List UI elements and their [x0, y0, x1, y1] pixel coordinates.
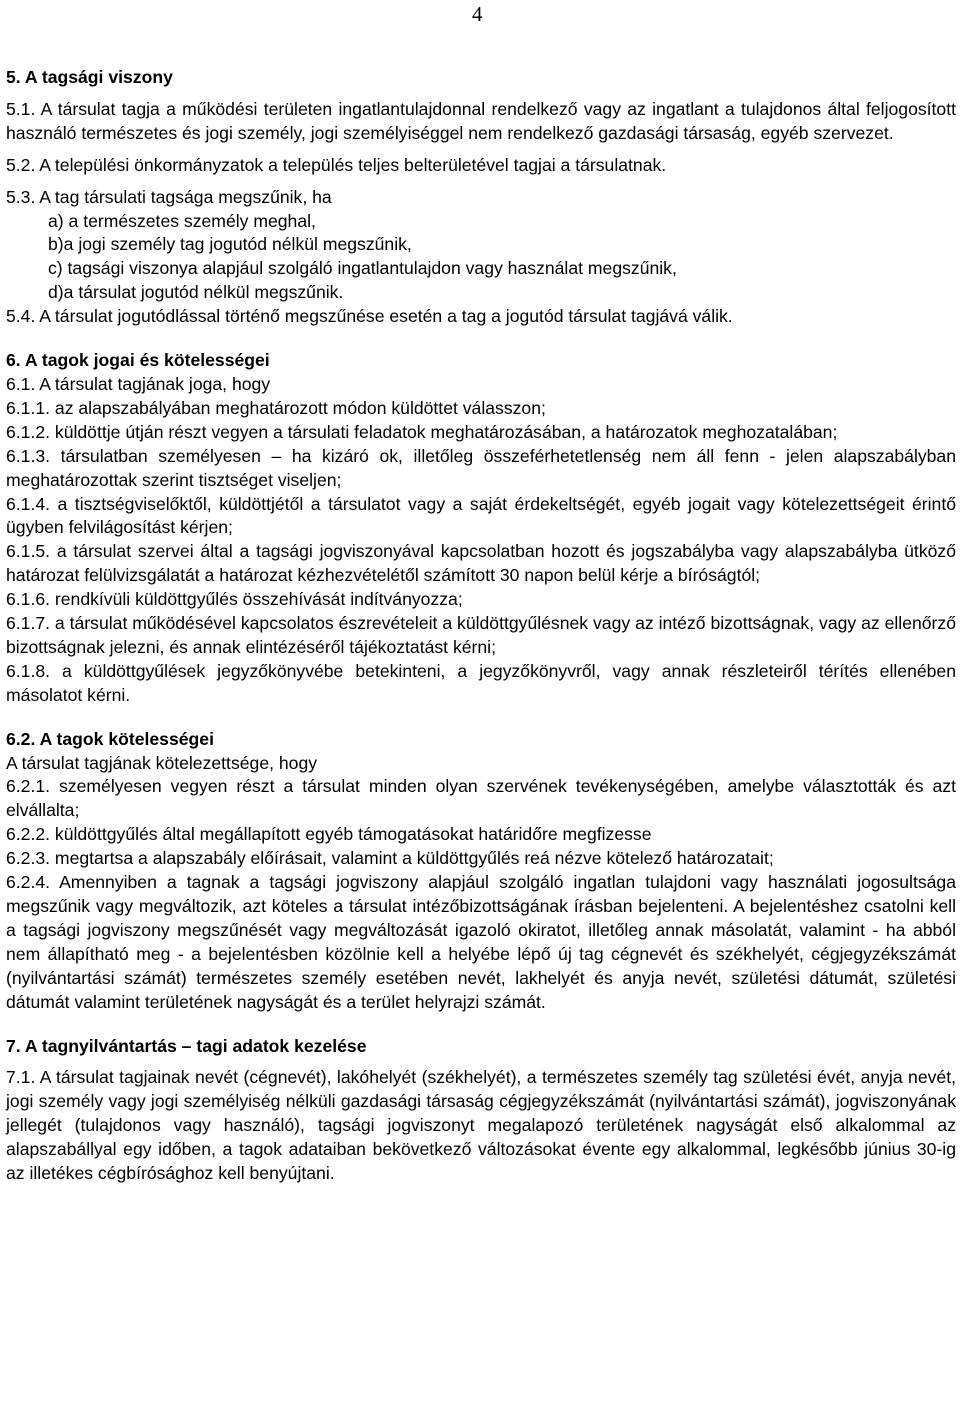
- subsection-6-2-title: 6.2. A tagok kötelességei: [6, 728, 214, 749]
- list-item-6-1-2: 6.1.2. küldöttje útján részt vegyen a társulati feladatok meghatározásában, a határozatok meghozatalában;: [6, 421, 838, 442]
- list-item-6-1-7: 6.1.7. a társulat működésével kapcsolatos észrevételeit a küldöttgyűlésnek vagy az intéző bizottságnak, vagy az ellenőrző bizottságnak jelezni, és annak elintézéséről tájékoztatást kérni;: [6, 613, 956, 657]
- paragraph-5-3: 5.3. A tag társulati tagsága megszűnik, ha: [6, 186, 332, 207]
- document-body: [6, 66, 956, 1186]
- paragraph-5-1: 5.1. A társulat tagja a működési területen ingatlantulajdonnal rendelkező vagy az ingatlant a tulajdonos által feljogosított használó természetes és jogi személy, jogi személyiséggel nem rendelkező gazdasági társaság, egyéb szervezet.: [6, 98, 956, 143]
- paragraph-7-1: 7.1. A társulat tagjainak nevét (cégnevét), lakóhelyét (székhelyét), a természetes személy tag születési évét, anyja nevét, jogi személy vagy jogi személyiség nélküli gazdasági társaság cégjegyzékszámát (nyilvántartási számát), jogviszonyának jellegét (tulajdonos vagy használó), tagsági jogviszonyt megalapozó területének nagyságát első alkalommal az alapszabállyal egy időben, a tagok adataiban bekövetkező változásokat évente egy alkalommal, legkésőbb június 30-ig az illetékes cégbírósághoz kell benyújtani.: [6, 1067, 956, 1184]
- list-item-6-1-1: 6.1.1. az alapszabályában meghatározott módon küldöttet válasszon;: [6, 397, 546, 418]
- list-item-5-3-b: b)a jogi személy tag jogutód nélkül megszűnik,: [48, 234, 412, 255]
- list-item-5-3-d: d)a társulat jogutód nélkül megszűnik.: [48, 282, 344, 303]
- list-item-6-2-4: 6.2.4. Amennyiben a tagnak a tagsági jogviszony alapjául szolgáló ingatlan tulajdoni vagy használati jogosultsága megszűnik vagy megváltozik, azt köteles a társulat intézőbizottságának írásban bejelenteni. A bejelentéshez csatolni kell a tagsági jogviszony megszűnését vagy megváltozását igazoló okiratot, illetőleg annak másolatát, valamint - ha abból nem állapítható meg - a bejelentésben közölnie kell a helyébe lépő új tag cégnevét és székhelyét, cégjegyzékszámát (nyilvántartási számát) természetes személy esetében nevét, lakhelyét és anyja nevét, születési dátumát, születési dátumát valamint területének nagyságát és a terület helyrajzi számát.: [6, 872, 956, 1012]
- list-item-6-1-5: 6.1.5. a társulat szervei által a tagsági jogviszonyával kapcsolatban hozott és jogszabályba vagy alapszabályba ütköző határozat felülvizsgálatát a határozat kézhezvételétől számított 30 napon belül kérje a bíróságtól;: [6, 541, 956, 586]
- list-item-6-1-6: 6.1.6. rendkívüli küldöttgyűlés összehívását indítványozza;: [6, 589, 463, 610]
- section-6-title: 6. A tagok jogai és kötelességei: [6, 350, 270, 371]
- list-item-6-1-4: 6.1.4. a tisztségviselőktől, küldöttjétől a társulatot vagy a saját érdekeltségét, egyéb jogait vagy kötelezettségeit érintő ügyben felvilágosítást kérjen;: [6, 493, 956, 538]
- list-item-6-2-3: 6.2.3. megtartsa a alapszabály előírásait, valamint a küldöttgyűlés reá nézve kötelező határozatait;: [6, 848, 774, 869]
- paragraph-5-4: 5.4. A társulat jogutódlással történő megszűnése esetén a tag a jogutód társulat tagjává válik.: [6, 306, 733, 327]
- subsection-6-1-title: 6.1. A társulat tagjának joga, hogy: [6, 373, 271, 394]
- list-item-5-3-a: a) a természetes személy meghal,: [48, 210, 316, 231]
- list-item-6-2-1: 6.2.1. személyesen vegyen részt a társulat minden olyan szervének tevékenységében, amelybe választották és azt elvállalta;: [6, 776, 956, 821]
- page-number: 4: [472, 2, 483, 26]
- list-item-5-3-c: c) tagsági viszonya alapjául szolgáló ingatlantulajdon vagy használat megszűnik,: [48, 258, 677, 279]
- list-item-6-1-8: 6.1.8. a küldöttgyűlések jegyzőkönyvébe betekinteni, a jegyzőkönyvről, vagy annak részleteiről térítés ellenében másolatot kérni.: [6, 660, 956, 705]
- list-item-6-1-3: 6.1.3. társulatban személyesen – ha kizáró ok, illetőleg összeférhetetlenség nem áll fenn - jelen alapszabályban meghatározottak szerint tisztséget viseljen;: [6, 445, 956, 490]
- paragraph-5-2: 5.2. A települési önkormányzatok a település teljes belterületével tagjai a társulatnak.: [6, 154, 667, 175]
- section-7-title: 7. A tagnyilvántartás – tagi adatok kezelése: [6, 1035, 367, 1056]
- section-5-title: 5. A tagsági viszony: [6, 67, 173, 87]
- subsection-6-2-intro: A társulat tagjának kötelezettsége, hogy: [6, 752, 318, 773]
- list-item-6-2-2: 6.2.2. küldöttgyűlés által megállapított egyéb támogatásokat határidőre megfizesse: [6, 824, 652, 845]
